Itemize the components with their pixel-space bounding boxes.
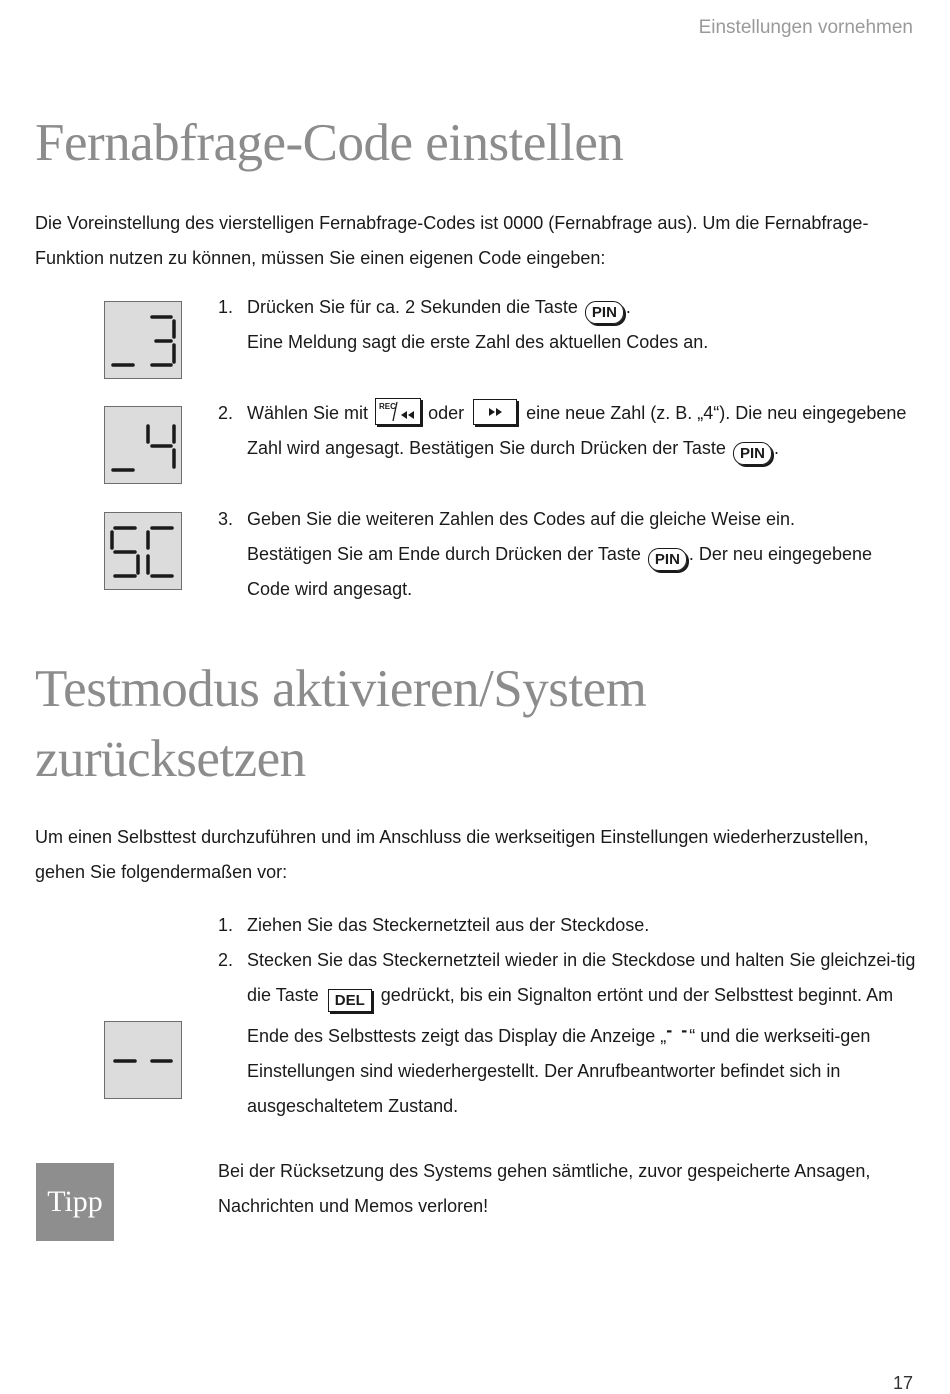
del-key-icon: DEL <box>328 989 372 1012</box>
pin-key-icon: PIN <box>585 301 624 324</box>
step-text: oder <box>428 403 465 423</box>
pin-key-icon: PIN <box>733 442 772 465</box>
step-number: 1. <box>218 297 234 317</box>
step-text: Ziehen Sie das Steckernetzteil aus der Steckdose. <box>247 915 650 935</box>
running-header: Einstellungen vornehmen <box>698 17 913 38</box>
lcd-display-underscore-3 <box>104 301 182 379</box>
dash-display-text: - - <box>666 1020 690 1040</box>
page-number: 17 <box>892 1373 913 1393</box>
step-2-testmodus <box>218 943 918 1124</box>
step-text: Geben Sie die weiteren Zahlen des Codes auf die gleiche Weise ein. <box>247 509 796 529</box>
step-text: . <box>773 438 779 458</box>
tipp-badge: Tipp <box>36 1163 114 1241</box>
fast-forward-key-icon <box>473 399 517 425</box>
step-text: Stecken Sie das Steckernetzteil wieder in die Steckdose und halten Sie gleichzei-tig die Taste <box>247 950 916 1005</box>
intro-paragraph-2: Um einen Selbsttest durchzuführen und im Anschluss die werkseitigen Einstellungen wiederherzustellen, gehen Sie folgendermaßen vor: <box>35 827 869 882</box>
step-1-fernabfrage <box>218 290 918 360</box>
tip-text: Bei der Rücksetzung des Systems gehen sämtliche, zuvor gespeicherte Ansagen, Nachrichten und Memos verloren! <box>218 1161 871 1216</box>
lcd-display-sc <box>104 512 182 590</box>
section-title-testmodus-line1: Testmodus aktivieren/System <box>35 660 647 718</box>
step-3-fernabfrage <box>218 502 918 607</box>
step-text: eine neue Zahl (z. B. „4“). Die neu eingegebene Zahl wird angesagt. Bestätigen Sie durch Drücken der Taste <box>247 403 907 458</box>
rec-rewind-key-icon <box>375 398 421 425</box>
step-text: “ und die werkseiti-gen Einstellungen sind wiederhergestellt. Der Anrufbeantworter befindet sich in ausgeschaltetem Zustand. <box>247 1026 871 1116</box>
step-2-fernabfrage <box>218 396 918 466</box>
step-text: Drücken Sie für ca. 2 Sekunden die Taste <box>247 297 578 317</box>
step-text: . Der neu eingegebene Code wird angesagt. <box>247 544 873 599</box>
section-title-fernabfrage: Fernabfrage-Code einstellen <box>35 114 624 172</box>
intro-paragraph-1: Die Voreinstellung des vierstelligen Fernabfrage-Codes ist 0000 (Fernabfrage aus). Um die Fernabfrage-Funktion nutzen zu können, müssen Sie einen eigenen Code eingeben: <box>35 213 869 268</box>
step-text: Wählen Sie mit <box>247 403 369 423</box>
step-1-testmodus <box>218 908 918 943</box>
rec-label: REC <box>379 402 396 411</box>
step-text: gedrückt, bis ein Signalton ertönt und der Selbsttest beginnt. Am Ende des Selbsttests zeigt das Display die Anzeige „ <box>247 985 894 1046</box>
step-number: 2. <box>218 403 234 423</box>
step-number: 3. <box>218 509 234 529</box>
step-number: 2. <box>218 950 234 970</box>
step-text: Bestätigen Sie am Ende durch Drücken der Taste <box>247 544 641 564</box>
lcd-display-underscore-4 <box>104 406 182 484</box>
step-number: 1. <box>218 915 234 935</box>
step-text: Eine Meldung sagt die erste Zahl des aktuellen Codes an. <box>247 332 709 352</box>
lcd-display-dashes <box>104 1021 182 1099</box>
section-title-testmodus-line2: zurücksetzen <box>35 730 306 788</box>
pin-key-icon: PIN <box>648 548 687 571</box>
step-text: . <box>625 297 631 317</box>
